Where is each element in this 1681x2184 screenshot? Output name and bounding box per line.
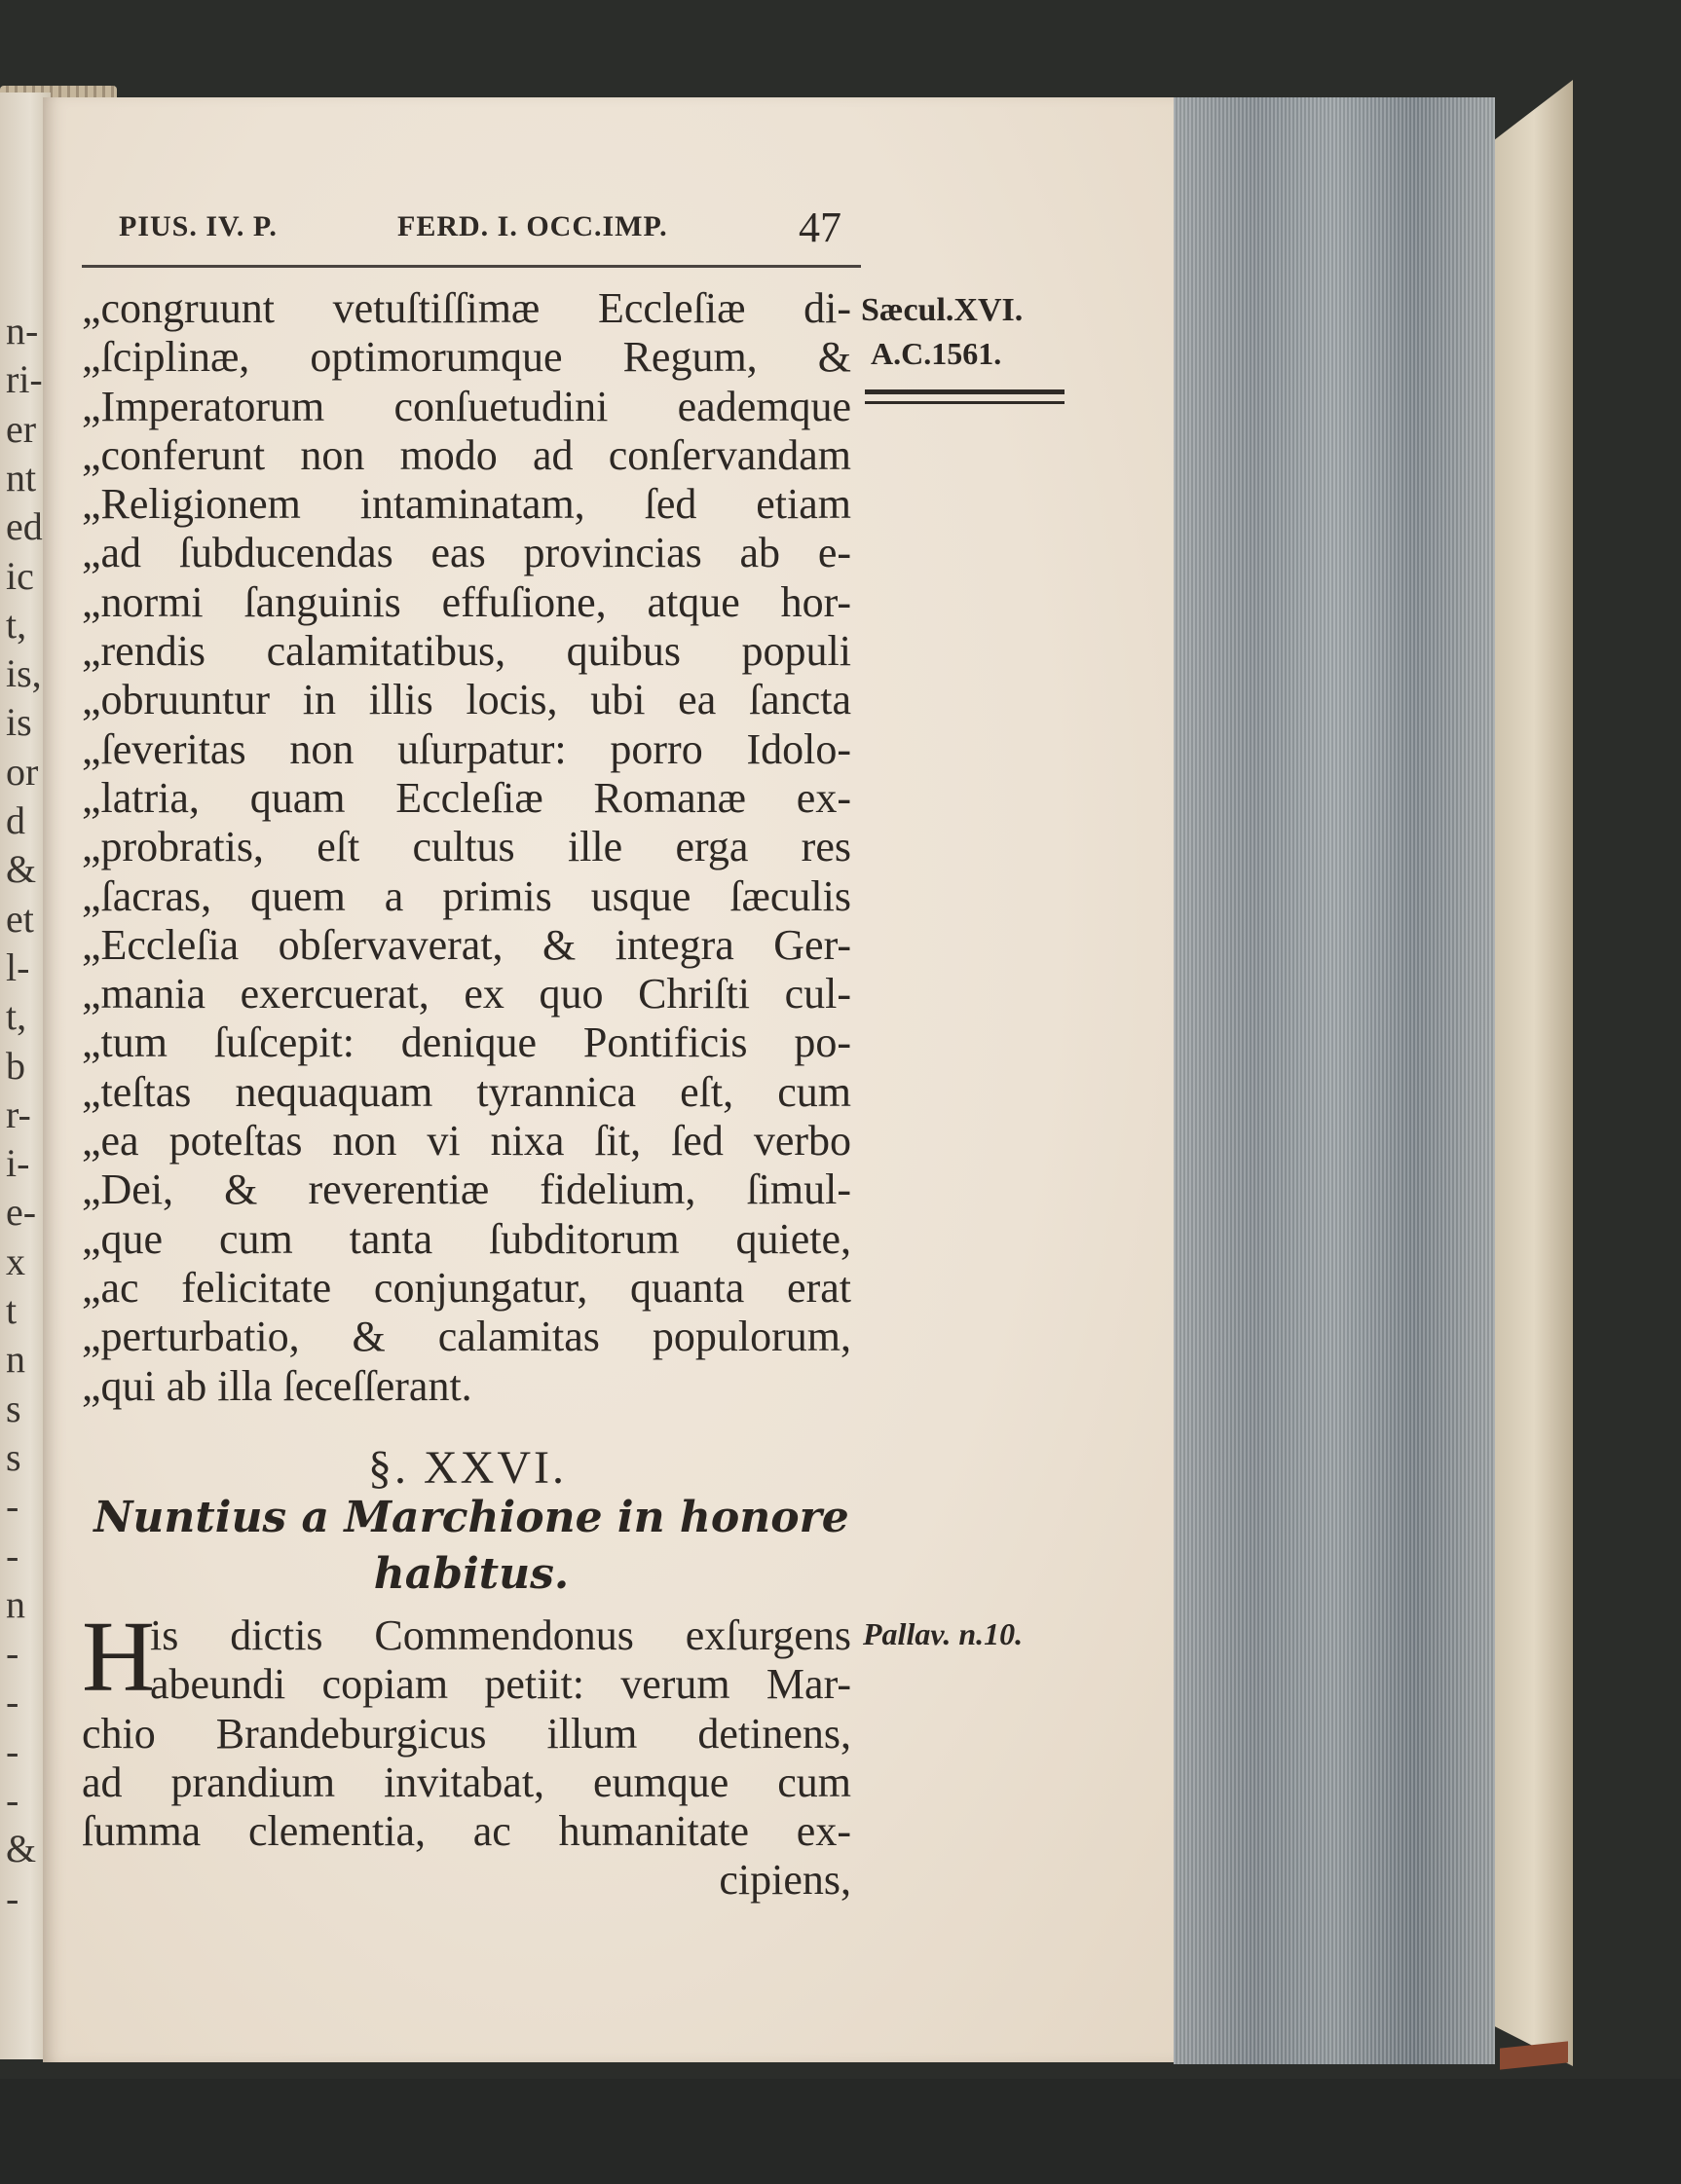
text-line: „obruuntur in illis locis, ubi ea ſancta <box>82 676 851 724</box>
left-page-fragment: t, <box>6 602 27 647</box>
text-line: „probratis, eſt cultus ille erga res <box>82 823 851 871</box>
paragraph-2 <box>82 1601 851 1906</box>
left-page-fragment: - <box>6 1533 19 1577</box>
left-page-fragment: i- <box>6 1141 30 1186</box>
left-page-fragment: - <box>6 1484 19 1529</box>
text-line: abeundi copiam petiit: verum Mar- <box>150 1660 851 1709</box>
text-line: „Eccleſia obſervaverat, & integra Ger- <box>82 920 851 969</box>
left-page-fragment: l- <box>6 944 30 989</box>
text-line: ad prandium invitabat, eumque cum <box>82 1758 851 1806</box>
text-line: ſumma clementia, ac humanitate ex- <box>82 1807 851 1856</box>
drop-cap: H <box>82 1601 156 1713</box>
left-page-fragment: ic <box>6 553 34 598</box>
left-page-fragment: - <box>6 1728 19 1773</box>
margin-rule <box>865 389 1065 394</box>
text-line: „qui ab illa ſeceſſerant. <box>82 1361 472 1410</box>
text-line: „conferunt non modo ad conſervandam <box>82 430 851 479</box>
text-line: cipiens, <box>719 1856 851 1905</box>
left-page-fragment: b <box>6 1043 25 1088</box>
margin-note-citation: Pallav. n.10. <box>863 1616 1024 1651</box>
left-page-fragment: r- <box>6 1092 31 1136</box>
left-page-fragment: s <box>6 1434 21 1479</box>
text-line: „ad ſubducendas eas provincias ab e- <box>82 529 851 577</box>
left-page-fragment: n- <box>6 309 39 352</box>
left-page-fragment: - <box>6 1875 19 1920</box>
text-line: „mania exercuerat, ex quo Chriſti cul- <box>82 970 851 1018</box>
text-line: „ac felicitate conjungatur, quanta erat <box>82 1263 851 1312</box>
left-page-fragment: & <box>6 1827 37 1871</box>
book-cover <box>1495 80 1573 2066</box>
text-line: „ſacras, quem a primis usque ſæculis <box>82 871 851 920</box>
left-page-fragment: ri- <box>6 357 43 402</box>
left-page-fragment: d <box>6 798 25 842</box>
text-line: „ea poteſtas non vi nixa ſit, ſed verbo <box>82 1117 851 1166</box>
left-page-fragment: - <box>6 1631 19 1676</box>
text-line: is dictis Commendonus exſurgens <box>150 1611 851 1659</box>
text-line: „que cum tanta ſubditorum quiete, <box>82 1214 851 1263</box>
left-page-fragment: n <box>6 1581 25 1626</box>
section-number: §. XXVI. <box>368 1442 567 1494</box>
section-title-line: habitus. <box>373 1549 570 1599</box>
left-page-fragment: x <box>6 1239 25 1283</box>
section-title-line: Nuntius a Marchione in honore <box>93 1493 849 1542</box>
page-block-shade <box>1174 97 1495 2064</box>
left-page-fragment: et <box>6 896 34 941</box>
left-page-fragment: or <box>6 749 39 794</box>
margin-rule <box>865 401 1065 404</box>
text-line: „latria, quam Eccleſiæ Romanæ ex- <box>82 773 851 822</box>
cover-corner <box>1500 2041 1568 2069</box>
running-head-emperor: FERD. I. OCC.IMP. <box>397 210 668 242</box>
text-line: „normi ſanguinis effuſione, atque hor- <box>82 577 851 626</box>
left-page-fragment: t <box>6 1288 18 1332</box>
background <box>0 2079 1681 2184</box>
paragraph-1 <box>82 284 851 1411</box>
text-line: „rendis calamitatibus, quibus populi <box>82 627 851 676</box>
left-page-fragment: er <box>6 406 37 451</box>
text-line: chio Brandeburgicus illum detinens, <box>82 1709 851 1758</box>
text-line: „ſeveritas non uſurpatur: porro Idolo- <box>82 724 851 773</box>
left-page-fragment: s <box>6 1386 21 1430</box>
left-page-fragment: & <box>6 847 37 892</box>
left-page-fragment: nt <box>6 455 37 500</box>
text-line: „teſtas nequaquam tyrannica eſt, cum <box>82 1067 851 1116</box>
text-line: „congruunt vetuſtiſſimæ Eccleſiæ di- <box>82 284 851 332</box>
text-line: „ſciplinæ, optimorumque Regum, & <box>82 333 851 382</box>
running-head-pope: PIUS. IV. P. <box>119 210 278 242</box>
margin-note-century: Sæcul.XVI. <box>861 292 1024 328</box>
section-title <box>82 1490 861 1603</box>
left-page-fragment: ed <box>6 504 43 549</box>
left-page-fragment: - <box>6 1778 19 1822</box>
text-line: „perturbatio, & calamitas populorum, <box>82 1313 851 1361</box>
left-page-fragment: n <box>6 1337 25 1382</box>
left-page-fragment: t, <box>6 994 27 1039</box>
running-head <box>0 203 1681 257</box>
left-page-fragment: e- <box>6 1190 37 1235</box>
left-page-fragment: is, <box>6 651 42 696</box>
left-page-fragment: - <box>6 1680 19 1724</box>
header-rule <box>82 265 861 268</box>
text-line: „Imperatorum conſuetudini eademque <box>82 382 851 430</box>
page-number: 47 <box>799 204 841 251</box>
text-line: „Religionem intaminatam, ſed etiam <box>82 480 851 529</box>
text-line: „Dei, & reverentiæ fidelium, ſimul- <box>82 1166 851 1214</box>
text-line: „tum ſuſcepit: denique Pontificis po- <box>82 1018 851 1067</box>
left-page-fragment: is <box>6 700 32 745</box>
margin-note-year: A.C.1561. <box>871 336 1002 371</box>
